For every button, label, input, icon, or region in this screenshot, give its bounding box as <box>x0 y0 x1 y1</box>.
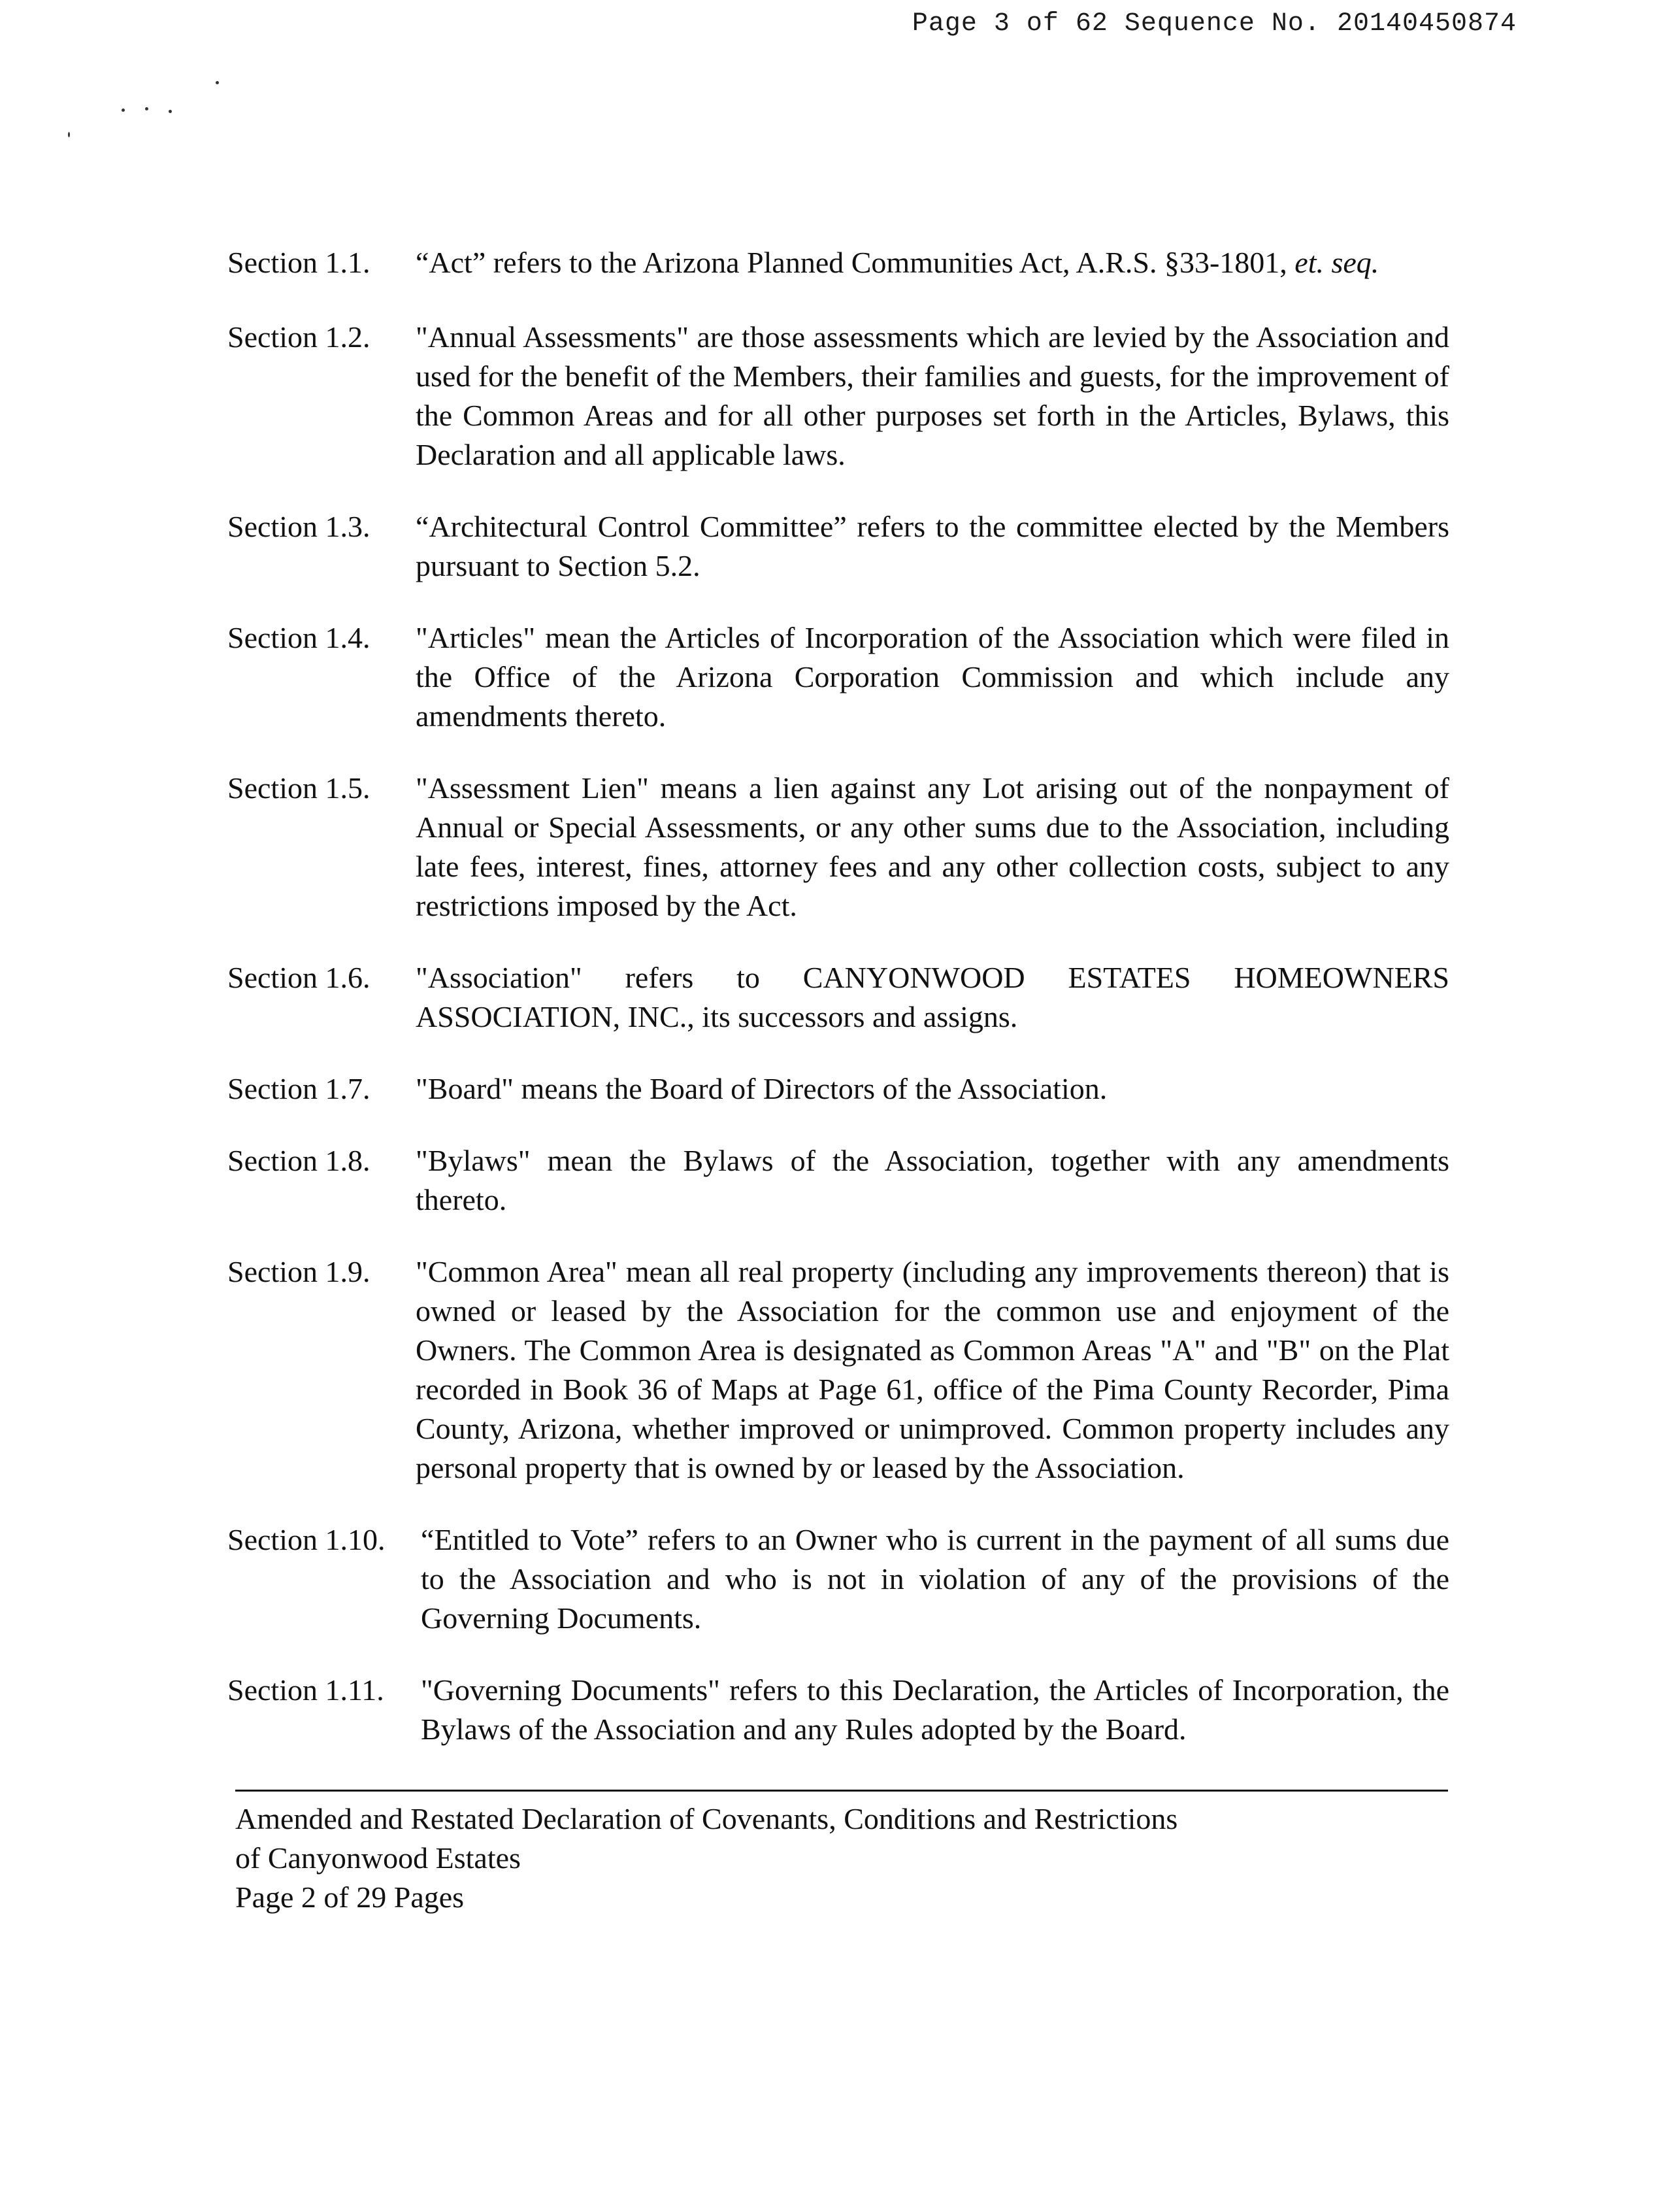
scan-speck <box>145 107 148 110</box>
footer-document-title: Amended and Restated Declaration of Covenants, Conditions and Restrictions <box>235 1802 1178 1835</box>
section-1-5 <box>227 769 1449 926</box>
section-number: Section 1.1. <box>227 246 371 279</box>
section-number: Section 1.2. <box>227 320 371 354</box>
section-number: Section 1.6. <box>227 961 371 994</box>
section-1-3 <box>227 507 1449 586</box>
section-number: Section 1.4. <box>227 621 371 654</box>
section-1-11 <box>227 1671 1449 1749</box>
scan-speck <box>122 109 125 112</box>
section-text: "Governing Documents" refers to this Declaration, the Articles of Incorporation, the Bylaws of the Association and any Rules adopted by the Board. <box>421 1673 1449 1746</box>
section-text: “Architectural Control Committee” refers to the committee elected by the Members pursuant to Section 5.2. <box>416 510 1449 582</box>
section-number: Section 1.5. <box>227 771 371 805</box>
section-number: Section 1.8. <box>227 1144 371 1177</box>
section-number: Section 1.7. <box>227 1072 371 1105</box>
section-text: "Board" means the Board of Directors of the Association. <box>416 1072 1108 1105</box>
section-text: "Assessment Lien" means a lien against any Lot arising out of the nonpayment of Annual or Special Assessments, or any other sums due to the Association, including late fees, interest, fines, attorney fees and any other collection costs, subject to any restrictions imposed by the Act. <box>416 771 1449 922</box>
section-text: "Annual Assessments" are those assessments which are levied by the Association and used for the benefit of the Members, their families and guests, for the improvement of the Common Areas and for all other purposes set forth in the Articles, Bylaws, this Declaration and all applicable laws. <box>416 320 1449 471</box>
page-sequence-stamp: Page 3 of 62 Sequence No. 20140450874 <box>912 9 1517 39</box>
section-text: "Bylaws" mean the Bylaws of the Association, together with any amendments thereto. <box>416 1144 1449 1216</box>
scan-speck <box>68 132 70 137</box>
section-text: “Entitled to Vote” refers to an Owner who is current in the payment of all sums due to the Association and who is not in violation of any of the provisions of the Governing Documents. <box>421 1523 1449 1635</box>
definitions-list <box>227 243 1449 1749</box>
footer-document-subtitle: of Canyonwood Estates <box>235 1841 521 1875</box>
section-number: Section 1.3. <box>227 510 371 543</box>
footer-divider <box>235 1790 1448 1792</box>
footer-page-number: Page 2 of 29 Pages <box>235 1880 465 1914</box>
section-1-1 <box>227 243 1449 282</box>
section-1-8 <box>227 1141 1449 1220</box>
section-text-italic: et. seq. <box>1294 246 1379 279</box>
section-text-main: “Act” refers to the Arizona Planned Communities Act, A.R.S. §33-1801, <box>416 246 1295 279</box>
section-text: "Articles" mean the Articles of Incorporation of the Association which were filed in the Office of the Arizona Corporation Commission and which include any amendments thereto. <box>416 621 1449 733</box>
section-1-2 <box>227 318 1449 475</box>
document-footer <box>235 1790 1448 1917</box>
section-1-7 <box>227 1069 1449 1109</box>
section-1-10 <box>227 1520 1449 1638</box>
section-number: Section 1.10. <box>227 1523 386 1556</box>
scan-speck <box>169 110 172 113</box>
section-number: Section 1.11. <box>227 1673 384 1707</box>
scan-speck <box>216 81 219 84</box>
section-text: "Common Area" mean all real property (including any improvements thereon) that is owned or leased by the Association for the common use and enjoyment of the Owners. The Common Area is designated as Common Areas "A" and "B" on the Plat recorded in Book 36 of Maps at Page 61, office of the Pima County Recorder, Pima County, Arizona, whether improved or unimproved. Common property includes any personal property that is owned by or leased by the Association. <box>416 1255 1449 1484</box>
section-number: Section 1.9. <box>227 1255 371 1288</box>
section-1-6 <box>227 958 1449 1037</box>
section-1-4 <box>227 618 1449 736</box>
section-text: "Association" refers to CANYONWOOD ESTATES HOMEOWNERS ASSOCIATION, INC., its successors and assigns. <box>416 961 1449 1033</box>
section-1-9 <box>227 1252 1449 1488</box>
section-text <box>416 243 1449 282</box>
